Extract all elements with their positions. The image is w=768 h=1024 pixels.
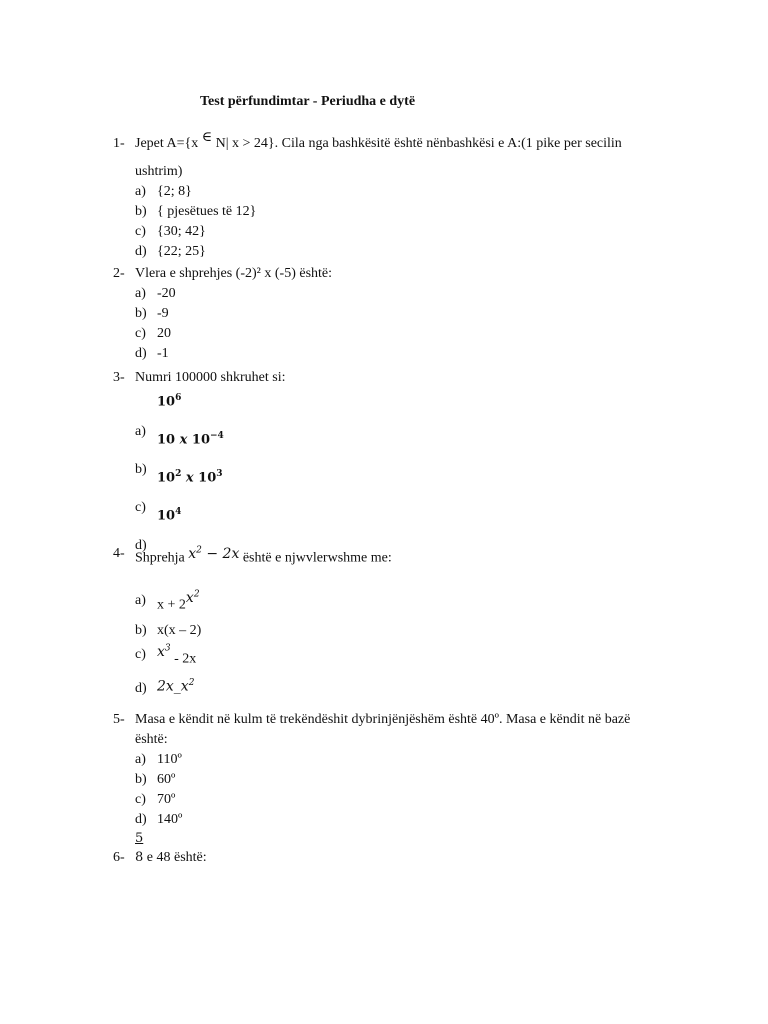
question-2 — [113, 264, 683, 364]
question-number: 4- — [113, 546, 125, 561]
option: b) 10 x $10^{-4}$ — [135, 444, 683, 482]
fraction-denominator: 8 — [135, 850, 144, 865]
math-expression: $x^3 - 2x$ — [157, 643, 197, 667]
page-title: Test përfundimtar - Periudha e dytë — [200, 94, 416, 109]
option: c) {30; 42} — [135, 224, 206, 239]
options-list — [135, 750, 683, 830]
options-list — [135, 182, 683, 262]
option: c) $x^3 - 2x$ — [135, 641, 683, 669]
fraction-numerator: 5 — [135, 831, 144, 846]
option: a) $x + 2x^2$ — [135, 585, 683, 617]
question-3 — [113, 368, 683, 558]
question-number: 3- — [113, 370, 125, 385]
option: b) x(x – 2) — [135, 622, 202, 638]
math-expression: $x + 2x^2$ — [157, 589, 200, 613]
question-text: Numri 100000 shkruhet si: — [135, 370, 286, 385]
question-text: Masa e këndit në kulm të trekëndëshit dybrinjënjëshëm është 40º. Masa e këndit në bazë — [135, 712, 631, 727]
math-expression: 10 x $10^{-4}$ — [157, 431, 224, 448]
option: a) {2; 8} — [135, 184, 192, 199]
question-4 — [113, 544, 683, 705]
option: d) {22; 25} — [135, 244, 206, 259]
element-of-symbol: ∈ — [201, 130, 213, 145]
options-list — [135, 393, 683, 558]
option: d) $2x\_x^2$ — [135, 673, 683, 705]
option: c) 70º — [135, 792, 176, 807]
question-1 — [113, 130, 683, 262]
question-text-continued: ushtrim) — [135, 164, 183, 179]
question-text: Jepet A={x ∈ N| x > 24}. Cila nga bashkësitë është nënbashkësi e A:(1 pike per secilin — [135, 130, 622, 151]
options-list — [135, 585, 683, 705]
option: b) { pjesëtues të 12} — [135, 204, 257, 219]
option: c) 20 — [135, 326, 171, 341]
question-number: 6- — [113, 850, 125, 865]
option: a) -20 — [135, 286, 176, 301]
math-expression: $x^2 - 2x$ — [188, 545, 240, 562]
math-expression: $10^2$ x $10^3$ — [157, 469, 223, 486]
option: a) $10^6$ — [135, 406, 683, 444]
question-text: Shprehja $x^2 - 2x$ është e njwvlerwshme me: — [135, 545, 392, 566]
question-6 — [113, 830, 683, 868]
option: d) -1 — [135, 346, 169, 361]
math-expression: $10^4$ — [157, 507, 182, 524]
math-expression: $10^6$ — [157, 393, 182, 410]
option: c) $10^2$ x $10^3$ — [135, 482, 683, 520]
options-list — [135, 284, 683, 364]
option: a) 110º — [135, 752, 182, 767]
option: d) 140º — [135, 812, 183, 827]
option: b) -9 — [135, 306, 169, 321]
math-expression: $2x\_x^2$ — [157, 677, 195, 695]
option: d) $10^4$ — [135, 520, 683, 558]
question-text: Vlera e shprehjes (-2)² x (-5) është: — [135, 266, 333, 281]
question-number: 1- — [113, 136, 125, 151]
question-number: 5- — [113, 712, 125, 727]
question-text-continued: është: — [135, 732, 168, 747]
question-text: 8 e 48 është: — [135, 850, 207, 865]
option: b) 60º — [135, 772, 176, 787]
question-5 — [113, 710, 683, 830]
question-number: 2- — [113, 266, 125, 281]
